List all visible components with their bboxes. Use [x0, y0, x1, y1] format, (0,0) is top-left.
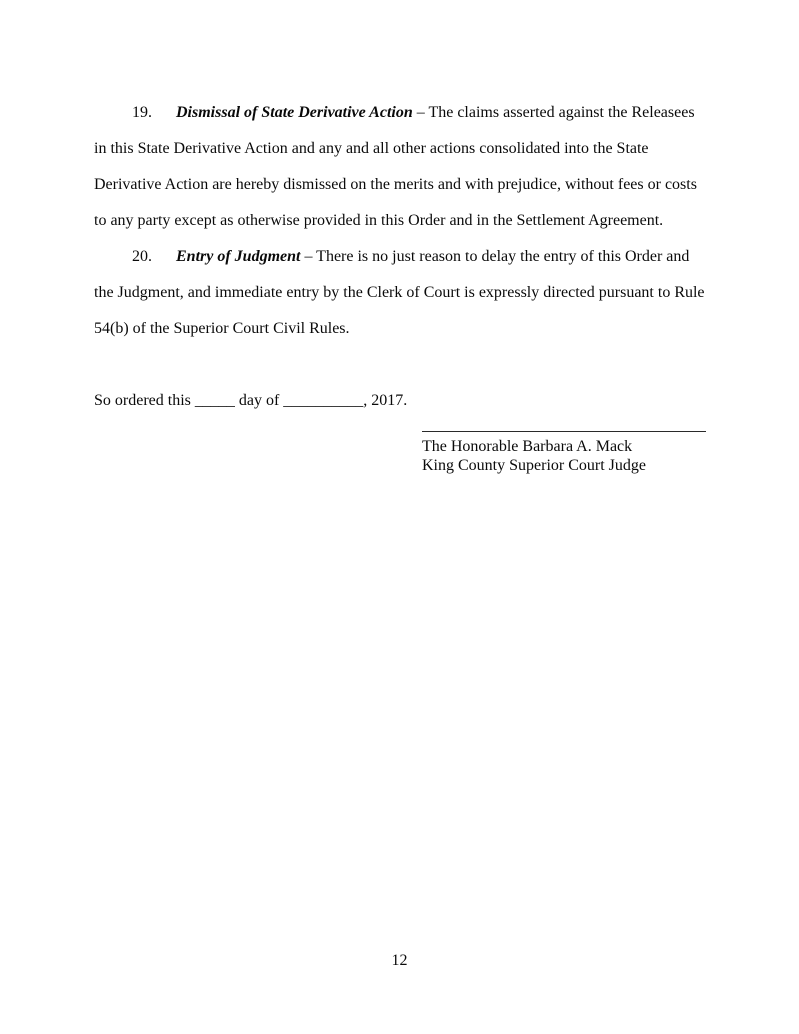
paragraph-19 [94, 95, 705, 239]
so-ordered-line: So ordered this _____ day of __________, 2017. [94, 392, 408, 409]
signature-title: King County Superior Court Judge [422, 457, 646, 474]
paragraph-20-text: – There is no just reason to delay the entry of this Order and the Judgment, and immediate entry by the Clerk of Court is expressly directed pursuant to Rule 54(b) of the Superior Court Civil Rules. [94, 248, 705, 337]
paragraph-19-heading: Dismissal of State Derivative Action [176, 104, 413, 121]
paragraph-19-text: – The claims asserted against the Releasees in this State Derivative Action and any and all other actions consolidated into the State Derivative Action are hereby dismissed on the merits and with prejudice, without fees or costs to any party except as otherwise provided in this Order and in the Settlement Agreement. [94, 104, 697, 229]
paragraph-20-number: 20. [132, 248, 152, 265]
paragraph-20-heading: Entry of Judgment [176, 248, 301, 265]
document-body [94, 95, 705, 475]
signature-block [422, 431, 705, 475]
signature-name: The Honorable Barbara A. Mack [422, 438, 633, 455]
signature-line [422, 431, 706, 432]
paragraph-19-number: 19. [132, 104, 152, 121]
page-number: 12 [391, 952, 408, 969]
paragraph-20 [94, 239, 705, 347]
